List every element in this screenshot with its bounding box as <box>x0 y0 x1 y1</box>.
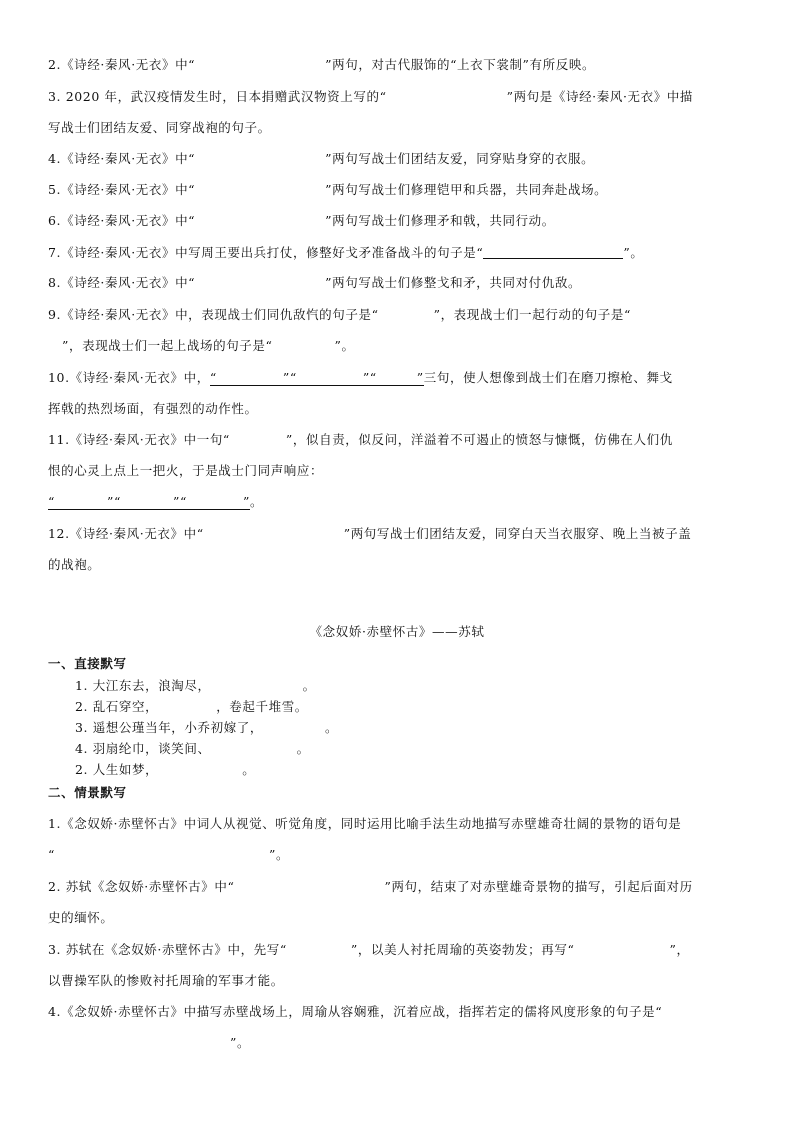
q6-suffix: ”两句写战士们修理矛和戟，共同行动。 <box>325 213 555 228</box>
q9-middle: ”，表现战士们一起行动的句子是“ <box>433 307 631 322</box>
q12-prefix: 12.《诗经·秦风·无衣》中“ <box>48 526 204 541</box>
d2-prefix: 2. 乱石穿空， <box>75 699 159 714</box>
q7-prefix: 7.《诗经·秦风·无衣》中写周王要出兵打仗，修整好戈矛准备战斗的句子是“ <box>48 245 484 260</box>
d5-prefix: 2. 人生如梦， <box>75 762 159 777</box>
q10-prefix: 10.《诗经·秦风·无衣》中， <box>48 370 210 385</box>
context-3 <box>48 942 690 958</box>
d3-prefix: 3. 遥想公瑾当年，小乔初嫁了， <box>75 720 264 735</box>
q11-continuation: 恨的心灵上点上一把火，于是战士门同声响应： <box>48 463 324 478</box>
q4-suffix: ”两句写战士们团结友爱，同穿贴身穿的衣服。 <box>325 151 595 166</box>
question-9 <box>48 307 631 323</box>
q12-suffix: ”两句写战士们团结友爱，同穿白天当衣服穿、晚上当被子盖 <box>343 526 692 541</box>
q10-quote-close: ” <box>416 370 424 385</box>
q9-prefix: 9.《诗经·秦风·无衣》中，表现战士们同仇敌忾的句子是“ <box>48 307 379 322</box>
context-1-answer <box>48 847 289 863</box>
s3-middle: ”，以美人衬托周瑜的英姿勃发；再写“ <box>350 942 575 957</box>
dictation-2 <box>75 697 308 715</box>
context-3-cont <box>48 973 284 989</box>
q9-middle-2: ”，表现战士们一起上战场的句子是“ <box>62 338 273 353</box>
question-3-cont <box>48 120 271 136</box>
q8-prefix: 8.《诗经·秦风·无衣》中“ <box>48 275 196 290</box>
q11-end: 。 <box>249 494 264 509</box>
question-8 <box>48 275 581 291</box>
q11-quote-open: “ <box>48 494 55 509</box>
question-9-cont <box>48 338 355 354</box>
q4-prefix: 4.《诗经·秦风·无衣》中“ <box>48 151 196 166</box>
d1-suffix: 。 <box>302 678 316 693</box>
q10-underlined-blanks[interactable] <box>210 370 424 386</box>
q12-continuation: 的战袍。 <box>48 557 101 572</box>
question-7 <box>48 244 643 261</box>
q9-suffix: ”。 <box>334 338 355 353</box>
q5-prefix: 5.《诗经·秦风·无衣》中“ <box>48 182 196 197</box>
question-10 <box>48 370 673 386</box>
q3-prefix: 3. 2020 年，武汉疫情发生时，日本捐赠武汉物资上写的“ <box>48 89 387 104</box>
d3-suffix: 。 <box>325 720 339 735</box>
s3-continuation: 以曹操军队的惨败衬托周瑜的军事才能。 <box>48 973 284 988</box>
question-11-cont <box>48 463 323 479</box>
question-5 <box>48 182 607 198</box>
context-2-cont <box>48 910 114 926</box>
question-10-cont <box>48 401 258 417</box>
dictation-3 <box>75 718 338 736</box>
context-4 <box>48 1004 662 1020</box>
q10-continuation: 挥戟的热烈场面，有强烈的动作性。 <box>48 401 258 416</box>
s1-prompt: 1.《念奴娇·赤壁怀古》中词人从视觉、听觉角度，同时运用比喻手法生动地描写赤壁雄奇壮阔的景物的语句是 <box>48 816 682 831</box>
q10-suffix: 三句，使人想像到战士们在磨刀擦枪、舞戈 <box>423 370 673 385</box>
section-heading-context: 二、情景默写 <box>48 785 127 800</box>
d5-suffix: 。 <box>242 762 256 777</box>
question-12 <box>48 526 691 542</box>
q8-suffix: ”两句写战士们修整戈和矛，共同对付仇敌。 <box>325 275 582 290</box>
context-1 <box>48 816 681 832</box>
q11-quote-sep-1: ”“ <box>107 494 121 509</box>
q11-suffix: ”，似自责，似反问，洋溢着不可遏止的愤怒与慷慨，仿佛在人们仇 <box>285 432 673 447</box>
question-11 <box>48 432 673 448</box>
s3-prefix: 3. 苏轼在《念奴娇·赤壁怀古》中，先写“ <box>48 942 287 957</box>
question-11-answers <box>48 494 263 510</box>
q2-suffix: ”两句，对古代服饰的“上衣下裳制”有所反映。 <box>325 57 596 72</box>
s1-quote-open: “ <box>48 847 55 862</box>
d1-prefix: 1. 大江东去，浪淘尽， <box>75 678 211 693</box>
question-2 <box>48 57 595 73</box>
s2-prefix: 2. 苏轼《念奴娇·赤壁怀古》中“ <box>48 879 235 894</box>
dictation-1 <box>75 676 316 694</box>
s2-suffix: ”两句，结束了对赤壁雄奇景物的描写，引起后面对历 <box>384 879 693 894</box>
q11-underlined-blanks[interactable] <box>48 494 250 510</box>
s3-suffix: ”， <box>669 942 690 957</box>
q6-prefix: 6.《诗经·秦风·无衣》中“ <box>48 213 196 228</box>
section-heading-direct: 一、直接默写 <box>48 656 127 671</box>
dictation-5 <box>75 760 255 778</box>
s4-prompt: 4.《念奴娇·赤壁怀古》中描写赤壁战场上，周瑜从容娴雅，沉着应战，指挥若定的儒将风度形象的句子是“ <box>48 1004 663 1019</box>
q10-quote-open: “ <box>209 370 217 385</box>
q3-suffix: ”两句是《诗经·秦风·无衣》中描 <box>506 89 694 104</box>
context-4-answer <box>48 1035 250 1051</box>
q11-quote-sep-2: ”“ <box>172 494 187 509</box>
q11-quote-close: ” <box>242 494 250 509</box>
question-12-cont <box>48 557 100 573</box>
q2-prefix: 2.《诗经·秦风·无衣》中“ <box>48 57 196 72</box>
q7-suffix: ”。 <box>623 245 644 260</box>
q5-suffix: ”两句写战士们修理铠甲和兵器，共同奔赴战场。 <box>325 182 608 197</box>
dictation-4 <box>75 739 310 757</box>
s2-continuation: 史的缅怀。 <box>48 910 114 925</box>
context-2 <box>48 879 693 895</box>
d4-prefix: 4. 羽扇纶巾，谈笑间、 <box>75 741 211 756</box>
s4-quote-close: ”。 <box>230 1035 251 1050</box>
q7-blank[interactable] <box>483 244 623 259</box>
q11-prefix: 11.《诗经·秦风·无衣》中一句“ <box>48 432 230 447</box>
q10-quote-sep-1: ”“ <box>282 370 297 385</box>
d4-suffix: 。 <box>296 741 310 756</box>
s1-quote-close: ”。 <box>269 847 290 862</box>
question-6 <box>48 213 555 229</box>
question-3 <box>48 89 693 105</box>
d2-suffix: ，卷起千堆雪。 <box>216 699 308 714</box>
q3-continuation: 写战士们团结友爱、同穿战袍的句子。 <box>48 120 271 135</box>
question-4 <box>48 151 594 167</box>
q10-quote-sep-2: ”“ <box>362 370 377 385</box>
poem-title: 《念奴娇·赤壁怀古》——苏轼 <box>309 624 485 639</box>
